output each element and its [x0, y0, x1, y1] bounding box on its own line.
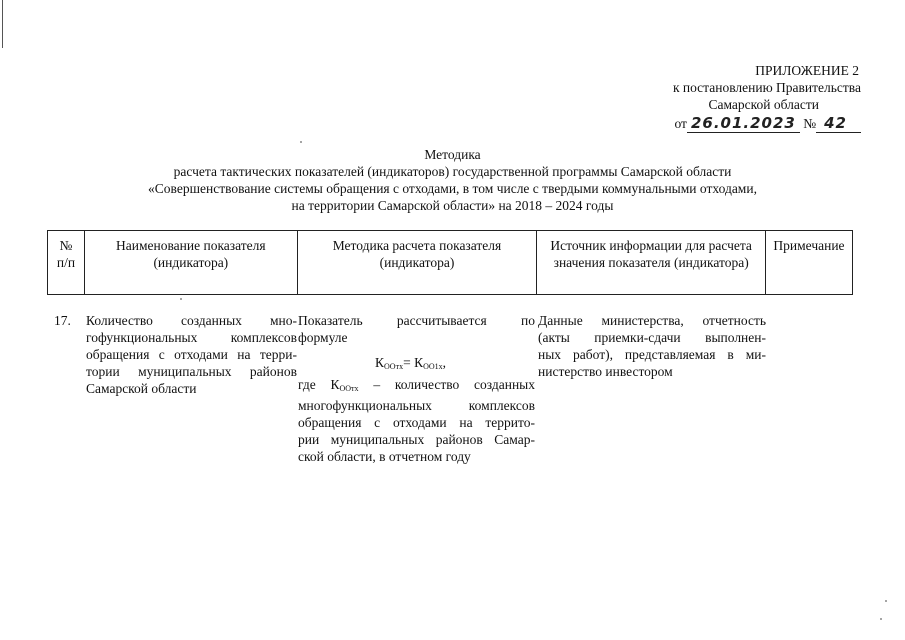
method-line: формуле: [298, 330, 348, 345]
where-line: обращения с отходами на террито-: [298, 415, 535, 430]
header-number: [48, 231, 85, 295]
appendix-region: Самарской области: [708, 97, 819, 112]
header-number-sign: №: [59, 238, 73, 253]
appendix-title: ПРИЛОЖЕНИЕ 2: [755, 63, 859, 78]
name-line: обращения с отходами на терри-: [86, 347, 297, 362]
source-line: нистерство инвестором: [538, 364, 673, 379]
scan-speck: [880, 618, 882, 620]
header-method: Методика расчета показателя (индикатора): [297, 231, 537, 295]
row-calculation-method: [298, 312, 535, 465]
formula-rhs-subscript: ОО1х: [423, 362, 443, 371]
scan-speck: [300, 141, 302, 143]
name-line: Количество созданных мно-: [86, 313, 297, 328]
where-line: многофункциональных комплексов: [298, 398, 535, 413]
name-line: Самарской области: [86, 381, 197, 396]
title-methodology: Методика: [424, 147, 481, 162]
formula-lhs-subscript: ООтх: [384, 362, 404, 371]
appendix-block: [631, 62, 861, 132]
name-line: тории муниципальных районов: [86, 364, 297, 379]
handwritten-number: 42: [816, 114, 861, 133]
formula-lhs: К: [375, 355, 385, 370]
indicator-table-header: [47, 230, 853, 295]
row-indicator-name: [86, 312, 297, 397]
header-source: Источник информации для расчета значения показателя (индикатора): [537, 231, 766, 295]
row-information-source: [538, 312, 766, 380]
header-number-abbr: п/п: [56, 255, 76, 270]
scan-speck: [885, 600, 887, 602]
formula-end: ,: [442, 355, 447, 370]
source-line: Данные министерства, отчетность: [538, 313, 766, 328]
formula-equals: = К: [403, 355, 424, 370]
scan-speck: [180, 298, 182, 300]
date-prefix: от: [674, 116, 687, 131]
header-note: Примечание: [765, 231, 852, 295]
source-line: ных работ), представляемая в ми-: [538, 347, 766, 362]
title-line-2: расчета тактических показателей (индикаторов) государственной программы Самарской области: [173, 164, 732, 179]
title-line-4: на территории Самарской области» на 2018 – 2024 годы: [291, 198, 614, 213]
row-number: 17.: [54, 313, 71, 328]
header-name: Наименование показателя (индикатора): [84, 231, 297, 295]
title-line-3: «Совершенствование системы обращения с отходами, в том числе с твердыми коммунальными отходами,: [148, 181, 757, 196]
where-line: [298, 376, 535, 397]
where-prefix: где К: [298, 377, 340, 392]
name-line: гофункциональных комплексов: [86, 330, 297, 345]
where-line: ской области, в отчетном году: [298, 449, 471, 464]
where-subscript: ООтх: [339, 384, 359, 393]
handwritten-date: 26.01.2023: [687, 114, 800, 133]
scan-edge-line: [2, 0, 3, 48]
document-title: [0, 146, 905, 214]
formula: [298, 354, 535, 375]
appendix-date-line: [631, 115, 861, 132]
appendix-resolution-ref: к постановлению Правительства: [672, 80, 861, 95]
source-line: (акты приемки-сдачи выполнен-: [538, 330, 766, 345]
method-line: Показатель рассчитывается по: [298, 313, 535, 328]
number-sign: №: [803, 116, 817, 131]
where-definition: – количество созданных: [358, 377, 535, 392]
where-line: рии муниципальных районов Самар-: [298, 432, 535, 447]
